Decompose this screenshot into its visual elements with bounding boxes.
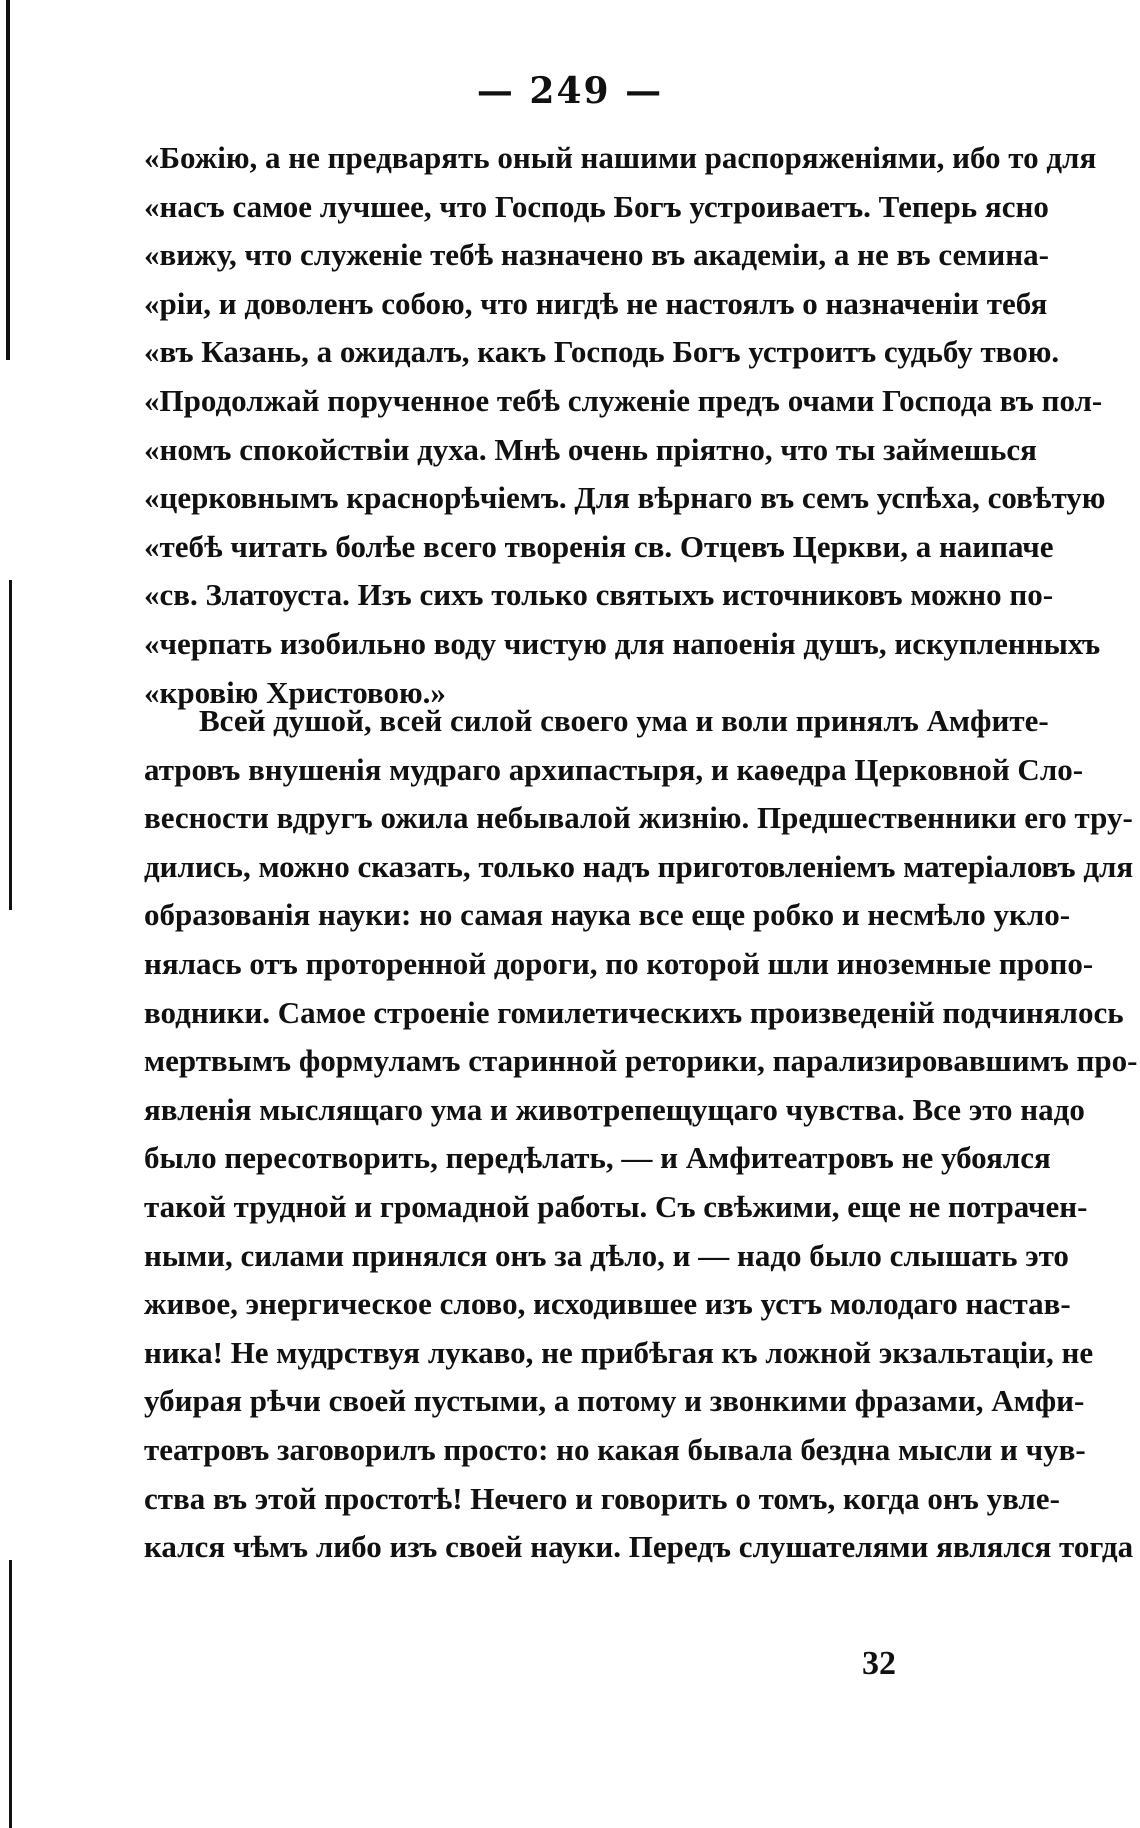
text-line: весности вдругъ ожила небывалой жизнію. Предшественники его тру- (144, 800, 1133, 836)
text-line: театровъ заговорилъ просто: но какая бывала бездна мысли и чув- (144, 1431, 1086, 1467)
text-line: «ріи, и доволенъ собою, что нигдѣ не настоялъ о назначеніи тебя (144, 285, 1048, 321)
page-number: — 249 — (476, 70, 664, 112)
text-line: Всей душой, всей силой своего ума и воли принялъ Амфите- (199, 703, 1049, 738)
text-line: «номъ спокойствіи духа. Мнѣ очень пріятно, что ты займешься (144, 431, 1037, 467)
signature-mark: 32 (862, 1645, 896, 1682)
text-line: было пересотворить, передѣлать, — и Амфитеатровъ не убоялся (144, 1140, 1051, 1176)
text-line: «св. Златоуста. Изъ сихъ только святыхъ источниковъ можно по- (144, 577, 1054, 613)
page-edge-shadow (9, 580, 12, 910)
quoted-letter (144, 134, 1106, 717)
text-line: такой трудной и громадной работы. Съ свѣжими, еще не потрачен- (144, 1188, 1088, 1224)
text-line: «черпать изобильно воду чистую для напоенія душъ, искупленныхъ (144, 625, 1101, 661)
text-line: «Божію, а не предварять оный нашими распоряженіями, ибо то для (144, 140, 1097, 175)
text-line: ника! Не мудрствуя лукаво, не прибѣгая къ ложной экзальтаціи, не (144, 1334, 1094, 1370)
text-line: водники. Самое строеніе гомилетическихъ произведеній подчинялось (144, 994, 1124, 1030)
body-paragraph (144, 697, 1138, 1572)
text-line: атровъ внушенія мудраго архипастыря, и каѳедра Церковной Сло- (144, 751, 1084, 787)
page-edge-shadow (6, 0, 10, 360)
text-line: мертвымъ формуламъ старинной реторики, парализировавшимъ про- (144, 1043, 1138, 1079)
text-line: «церковнымъ краснорѣчіемъ. Для вѣрнаго въ семъ успѣха, совѣтую (144, 480, 1106, 516)
text-line: явленія мыслящаго ума и животрепещущаго чувства. Все это надо (144, 1091, 1085, 1127)
text-line: убирая рѣчи своей пустыми, а потому и звонкими фразами, Амфи- (144, 1383, 1085, 1419)
text-line: «кровію Христовою.» (144, 674, 446, 710)
text-line: «насъ самое лучшее, что Господь Богъ устроиваетъ. Теперь ясно (144, 188, 1049, 224)
text-line: ства въ этой простотѣ! Нечего и говорить о томъ, когда онъ увле- (144, 1480, 1060, 1516)
text-line: кался чѣмъ либо изъ своей науки. Передъ слушателями являлся тогда (144, 1529, 1134, 1565)
page-edge-shadow (9, 1560, 12, 1828)
text-line: «Продолжай порученное тебѣ служеніе предъ очами Господа въ пол- (144, 382, 1103, 418)
text-line: «вижу, что служеніе тебѣ назначено въ академіи, а не въ семина- (144, 237, 1049, 273)
text-line: образованія науки: но самая наука все еще робко и несмѣло укло- (144, 897, 1071, 933)
text-line: ными, силами принялся онъ за дѣло, и — надо было слышать это (144, 1237, 1069, 1273)
text-line: «въ Казань, а ожидалъ, какъ Господь Богъ устроитъ судьбу твою. (144, 334, 1060, 370)
text-line: нялась отъ проторенной дороги, по которой шли иноземные пропо- (144, 945, 1094, 981)
text-line: живое, энергическое слово, исходившее изъ устъ молодаго настав- (144, 1286, 1071, 1322)
text-line: «тебѣ читать болѣе всего творенія св. Отцевъ Церкви, а наипаче (144, 528, 1054, 564)
text-line: дились, можно сказать, только надъ приготовленіемъ матеріаловъ для (144, 848, 1134, 884)
